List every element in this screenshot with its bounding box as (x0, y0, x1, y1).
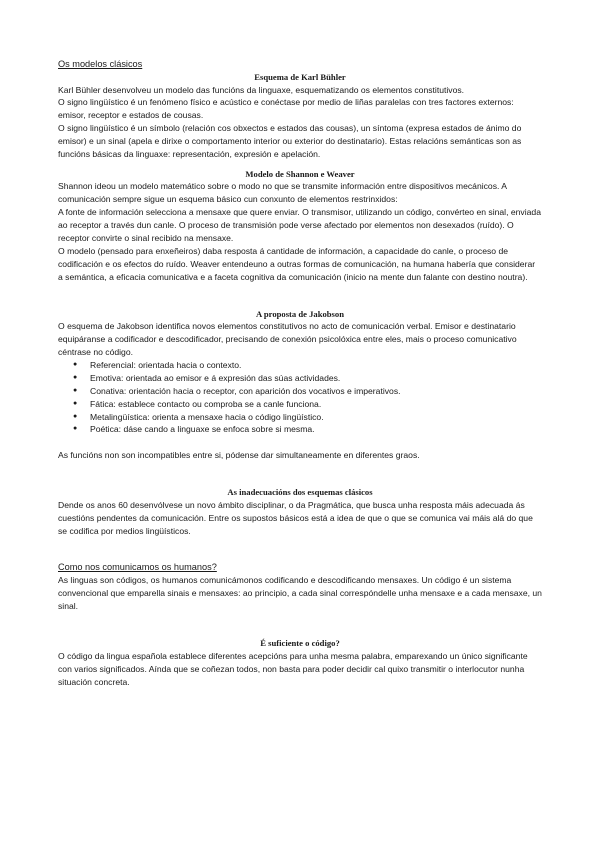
heading-jakobson: A proposta de Jakobson (256, 308, 344, 319)
heading-suficiente: É suficiente o código? (260, 638, 340, 649)
heading-shannon: Modelo de Shannon e Weaver (245, 168, 355, 179)
jakobson-paragraph-2: As funcións non son incompatibles entre si, pódense dar simultaneamente en diferentes graos. (58, 450, 420, 461)
list-item: ● Poética: dáse cando a linguaxe se enfoca sobre si mesma. (90, 423, 542, 436)
heading-inadecuacions: As inadecuacións dos esquemas clásicos (227, 487, 373, 498)
section-title-modelos: Os modelos clásicos (58, 59, 143, 69)
jakobson-functions-list (58, 359, 542, 436)
humanos-paragraph-1: As linguas son códigos, os humanos comunicámonos codificando e descodificando mensaxes. Un código é un sistema convencional que emparella sinais e mensaxes: ao principio, a cada sinal correspóndelle unha mensaxe e a cada mensaxe, un sinal. (58, 575, 542, 612)
heading-buhler: Esquema de Karl Bühler (254, 72, 346, 82)
shannon-paragraph-2: A fonte de información selecciona a mensaxe que quere enviar. O transmisor, utilizando un código, convérteo en sinal, enviada ao receptor a través dun canle. O proceso de transmisión pode verse afectado por elementos non desexados (ruído). O receptor convirte o sinal recibido na mensaxe. (58, 207, 541, 244)
list-item: ● Emotiva: orientada ao emisor e á expresión das súas actividades. (90, 372, 542, 385)
section-title-humanos: Como nos comunicamos os humanos? (58, 562, 217, 573)
list-item: ● Referencial: orientada hacia o contexto. (90, 359, 542, 372)
jakobson-paragraph-1: O esquema de Jakobson identifica novos elementos constitutivos no acto de comunicación verbal. Emisor e destinatario equipáranse a codificador e descodificador, precisando de conexión psicolóxica entre eles, mais o proceso comunicativo céntrase no código. (58, 321, 517, 357)
shannon-paragraph-3: O modelo (pensado para enxeñeiros) daba resposta á cantidade de información, a capacidade do canle, o proceso de codificación e os efectos do ruído. Weaver entendeuno a outras formas de comunicación, na humana habería que considerar a semántica, a eficacia comunicativa e a faceta cognitiva da comunicación (inicio na mente dun falante con destino noutra). (58, 245, 536, 282)
suficiente-paragraph-1: O código da lingua española establece diferentes acepcións para unha mesma palabra, emparexando un único significante con varios significados. Aínda que se coñezan todos, non basta para poder decidir cal quixo transmitir o interlocutor nunha situación concreta. (58, 650, 528, 687)
list-item: ● Metalingüística: orienta a mensaxe hacia o código lingüístico. (90, 411, 542, 424)
shannon-paragraph-1: Shannon ideou un modelo matemático sobre o modo no que se transmite información entre dispositivos mecánicos. A comunicación sempre sigue un esquema básico cun conxunto de elementos restrinxidos: (58, 181, 507, 205)
list-item: ● Conativa: orientación hacia o receptor, con aparición dos vocativos e imperativos. (90, 385, 542, 398)
buhler-paragraph-3: O signo lingüístico é un símbolo (relación cos obxectos e estados das cousas), un síntoma (expresa estados de ánimo do emisor) e un sinal (apela e dirixe o comportamento interior ou exterior do destinatario). Estas relacións semánticas son as funcións básicas da linguaxe: representación, expresión e apelación. (58, 123, 522, 160)
inadecuacions-paragraph-1: Dende os anos 60 desenvólvese un novo ámbito disciplinar, o da Pragmática, que busca unha resposta máis adecuada ás cuestións pendentes da comunicación. Entre os supostos básicos está a idea de que o que se comunica vai máis alá do que se codifica por medios lingüísticos. (58, 499, 533, 536)
buhler-paragraph-1: Karl Bühler desenvolveu un modelo das funcións da linguaxe, esquematizando os elementos constitutivos. (58, 84, 465, 95)
buhler-paragraph-2: O signo lingüístico é un fenómeno físico e acústico e conéctase por medio de liñas paralelas con tres factores externos: emisor, receptor e estados de cousas. (58, 97, 514, 121)
list-item: ● Fática: establece contacto ou comproba se a canle funciona. (90, 398, 542, 411)
